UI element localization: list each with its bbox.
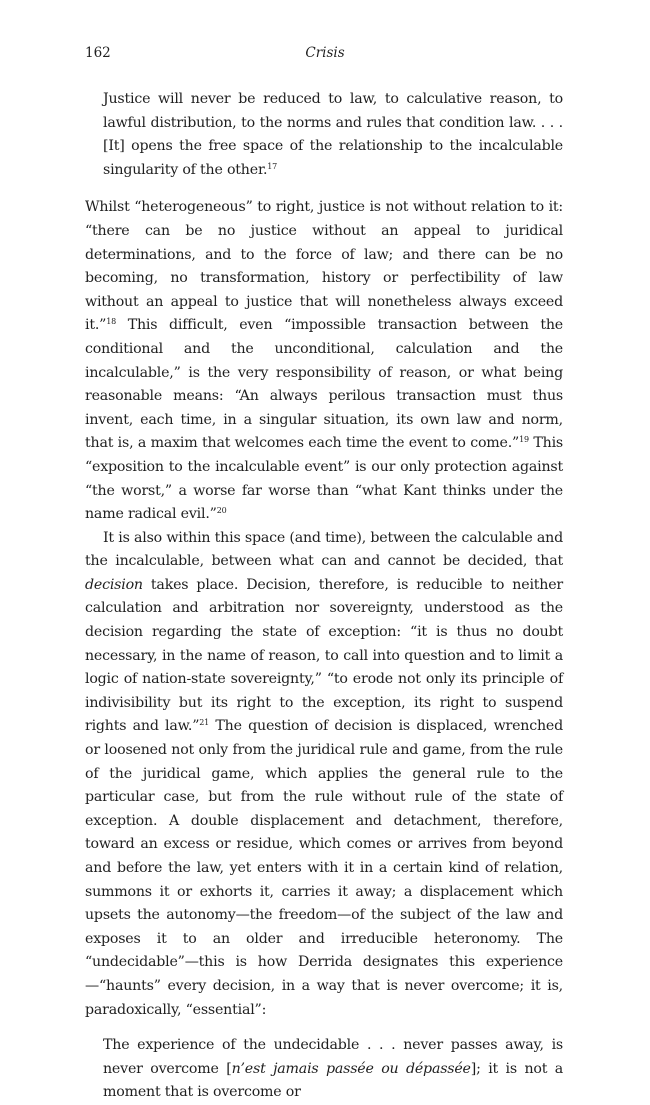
footnote-ref-19: 19	[519, 435, 529, 445]
running-title: Crisis	[305, 45, 345, 61]
paragraph-text: takes place. Decision, therefore, is reducible to neither calculation and arbitration nor sovereignty, understood as the decision regarding the state of exception: “it is thus no doubt necessary, in the name of reason, to call into question and to limit a logic of nation-state sovereignty,” “to erode not only its principle of indivisibility but its right to the exception, its right to suspend rights and law.”	[85, 576, 563, 735]
block-quote-2	[103, 1034, 563, 1105]
quote-text: The experience of the undecidable . . . never passes away, is never overcome [	[103, 1037, 563, 1077]
paragraph-1	[85, 196, 563, 526]
paragraph-text: This difficult, even “impossible transaction between the conditional and the unconditional, calculation and the incalculable,” is the very responsibility of reason, or what being reasonable means: “An always perilous transaction must thus invent, each time, in a singular situation, its own law and norm, that is, a maxim that welcomes each time the event to come.”	[85, 317, 563, 452]
page-header	[85, 45, 565, 65]
footnote-ref-20: 20	[216, 506, 227, 516]
paragraph-text: The question of decision is displaced, wrenched or loosened not only from the juridical rule and game, from the rule of the juridical game, which applies the general rule to the particular case, but from the rule without rule of the state of exception. A double displacement and detachment, therefore, toward an excess or residue, which comes or arrives from beyond and before the law, yet enters with it in a certain kind of relation, summons it or exhorts it, carries it away; a displacement which upsets the autonomy—the freedom—of the subject of the law and exposes it to an older and irreducible heteronomy. The “undecidable”—this is how Derrida designates this experience—“haunts” every decision, in a way that is never overcome; it is, paradoxically, “essential”:	[85, 718, 563, 1018]
footnote-ref-21: 21	[199, 718, 210, 728]
emphasis-french: n’est jamais passée ou dépassée	[231, 1060, 471, 1077]
block-quote-1	[103, 88, 563, 182]
footnote-ref-18: 18	[106, 317, 116, 327]
paragraph-text: Whilst “heterogeneous” to right, justice is not without relation to it: “there can be no justice without an appeal to juridical determinations, and to the force of law; and there can be no becoming, no transformation, history or perfectibility of law without an appeal to justice that will nonetheless always exceed it.”	[85, 199, 563, 334]
paragraph-2	[85, 527, 563, 1022]
emphasis: decision	[85, 576, 143, 593]
quote-text: Justice will never be reduced to law, to calculative reason, to lawful distribution, to the norms and rules that condition law. . . . [It] opens the free space of the relationship to the incalculable singularity of the other.	[103, 91, 563, 178]
footnote-ref-17: 17	[267, 161, 278, 171]
page-number: 162	[85, 45, 111, 61]
quote-text: ]; it is not a moment that is overcome or	[103, 1060, 564, 1101]
paragraph-text: It is also within this space (and time), between the calculable and the incalculable, between what can and cannot be decided, that	[85, 529, 563, 570]
body-text	[85, 88, 563, 1105]
paragraph-text: This “exposition to the incalculable event” is our only protection against “the worst,” a worse far worse than “what Kant thinks under the name radical evil.”	[85, 435, 563, 523]
